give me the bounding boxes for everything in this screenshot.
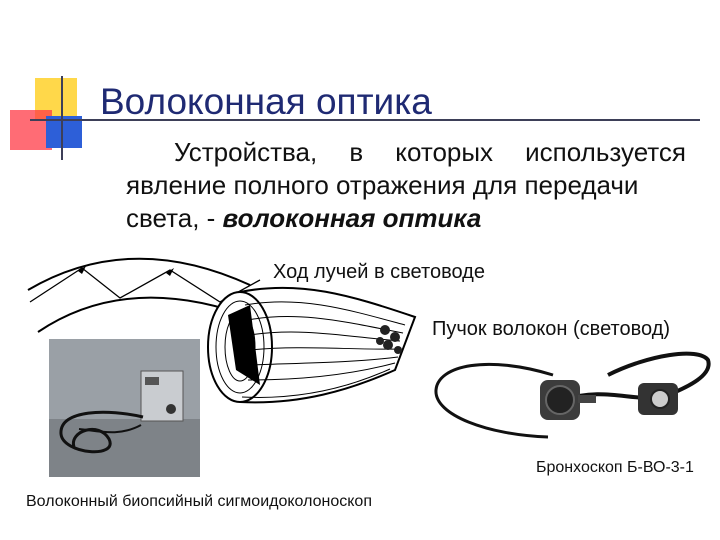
caption-light-path: Ход лучей в световоде (273, 261, 485, 283)
slide-title: Волоконная оптика (100, 81, 432, 122)
bronchoscope-photo (428, 345, 718, 455)
paragraph-line-3-prefix: света, - (126, 203, 223, 233)
paragraph-line-3 (126, 202, 686, 235)
paragraph-line-1: Устройства, в которых используется (174, 137, 686, 167)
paragraph-emphasis: волоконная оптика (222, 203, 482, 233)
sigmoidoscope-photo (49, 339, 200, 477)
caption-sigmoidoscope: Волоконный биопсийный сигмоидоколоноскоп (26, 493, 372, 510)
fiber-bundle-illustration (200, 275, 430, 415)
paragraph-line-2: явление полного отражения для передачи (126, 170, 639, 200)
caption-fiber-bundle: Пучок волокон (световод) (432, 318, 671, 340)
title-decoration-vertical-line (61, 76, 63, 160)
definition-paragraph (126, 136, 686, 235)
caption-bronchoscope: Бронхоскоп Б-ВО-3-1 (536, 459, 694, 476)
